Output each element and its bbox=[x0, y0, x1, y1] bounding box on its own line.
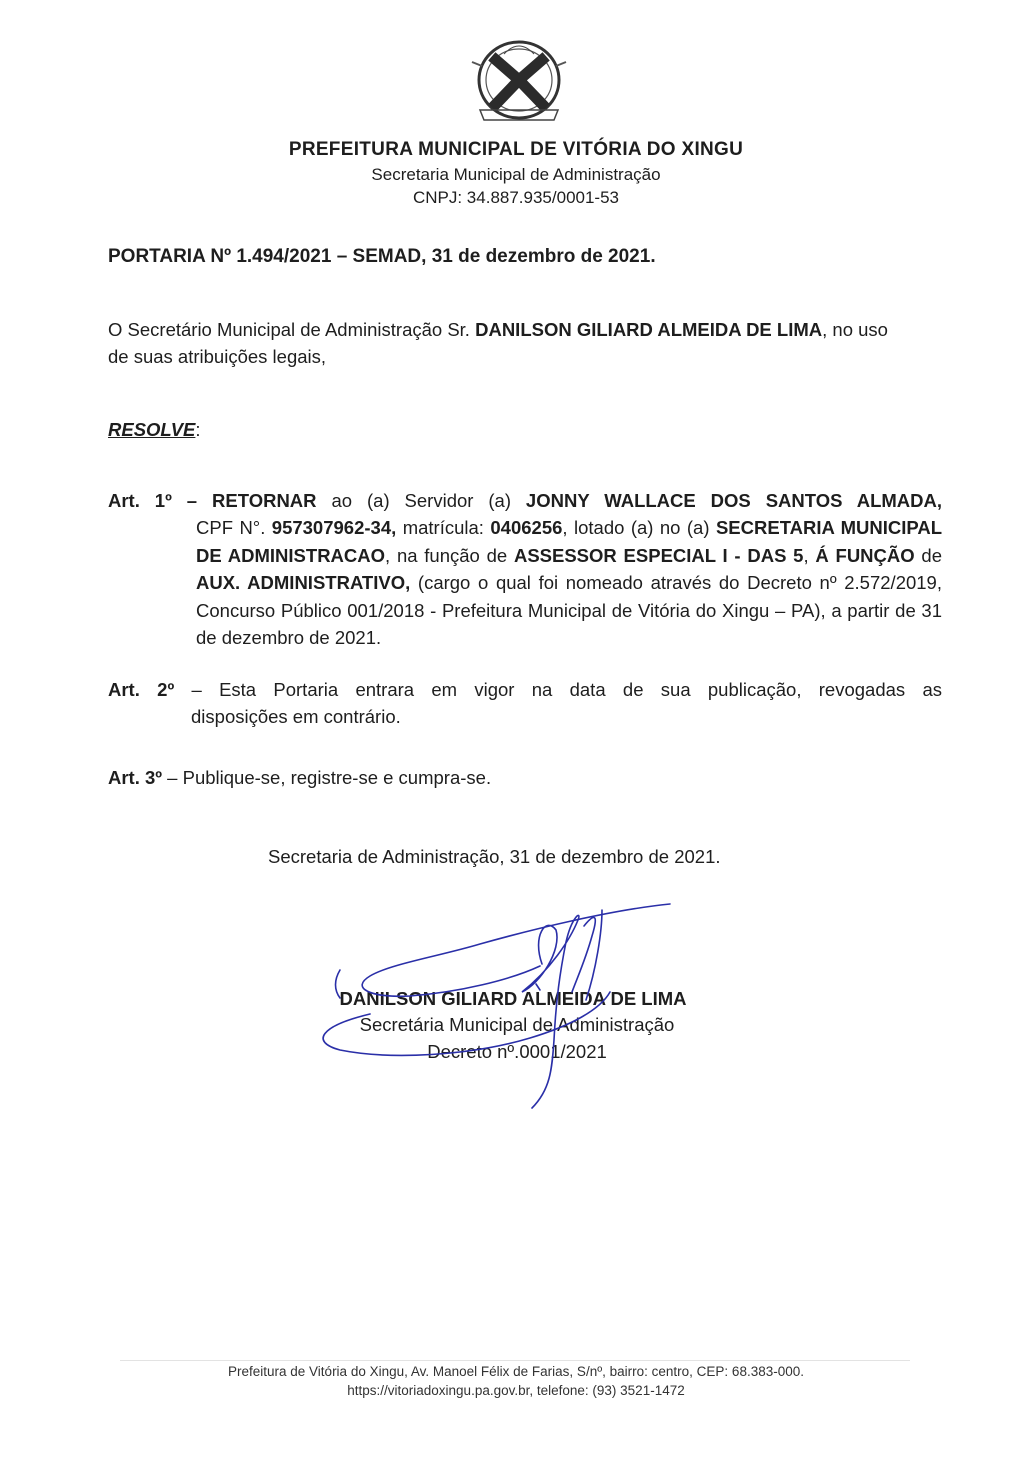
article-1-text-3: matrícula: bbox=[396, 517, 491, 538]
municipal-seal bbox=[460, 32, 578, 132]
article-2-continuation: disposições em contrário. bbox=[191, 706, 401, 727]
article-2-text: – Esta Portaria entrara em vigor na data de sua publicação, revogadas as bbox=[191, 679, 942, 700]
article-3-label: Art. 3º bbox=[108, 767, 163, 788]
servant-matricula: 0406256 bbox=[490, 517, 563, 538]
portaria-heading: PORTARIA Nº 1.494/2021 – SEMAD, 31 de dezembro de 2021. bbox=[108, 246, 656, 267]
resolve-label: RESOLVE bbox=[108, 419, 196, 440]
footer-contact: https://vitoriadoxingu.pa.gov.br, telefone: (93) 3521-1472 bbox=[347, 1383, 685, 1398]
article-1-action: RETORNAR bbox=[212, 490, 317, 511]
signatory-role: Secretária Municipal de Administração bbox=[359, 1014, 675, 1035]
department-subtitle: Secretaria Municipal de Administração bbox=[371, 165, 661, 184]
article-1-text-1: ao (a) Servidor (a) bbox=[316, 490, 526, 511]
servant-cpf: 957307962-34, bbox=[271, 517, 397, 538]
article-1-text-6: , bbox=[803, 544, 816, 566]
footer-address: Prefeitura de Vitória do Xingu, Av. Manoel Félix de Farias, S/nº, bairro: centro, CEP: 68.383-000. bbox=[228, 1364, 804, 1379]
article-1-first-line bbox=[108, 487, 942, 515]
article-2-label: Art. 2º bbox=[108, 679, 175, 700]
article-1-label: Art. 1º – bbox=[108, 490, 198, 511]
signatory-decree: Decreto nº.0001/2021 bbox=[427, 1041, 607, 1062]
resolve-colon: : bbox=[195, 419, 201, 440]
a-funcao: Á FUNÇÃO bbox=[815, 544, 915, 566]
secretary-name: DANILSON GILIARD ALMEIDA DE LIMA bbox=[475, 319, 823, 340]
footer-divider bbox=[120, 1360, 910, 1361]
resolve-heading bbox=[108, 419, 201, 441]
intro-paragraph bbox=[108, 316, 908, 370]
article-1-text-5: , na função de bbox=[385, 544, 514, 566]
article-3 bbox=[108, 764, 942, 792]
municipality-title: PREFEITURA MUNICIPAL DE VITÓRIA DO XINGU bbox=[288, 139, 744, 160]
article-2-first-line bbox=[108, 676, 942, 704]
servant-funcao: ASSESSOR ESPECIAL I - DAS 5 bbox=[513, 544, 804, 566]
intro-text-after: , no uso de suas atribuições legais, bbox=[108, 319, 888, 367]
article-3-text: – Publique-se, registre-se e cumpra-se. bbox=[162, 767, 492, 788]
article-1-body bbox=[196, 514, 942, 652]
servant-name: JONNY WALLACE DOS SANTOS ALMADA, bbox=[525, 490, 942, 511]
intro-text-before: O Secretário Municipal de Administração Sr. bbox=[108, 319, 476, 340]
article-1-text-7: de bbox=[914, 544, 943, 566]
signatory-name: DANILSON GILIARD ALMEIDA DE LIMA bbox=[339, 988, 687, 1009]
servant-lotacao: SECRETARIA MUNICIPAL DE ADMINISTRACAO bbox=[196, 517, 942, 566]
place-and-date: Secretaria de Administração, 31 de dezembro de 2021. bbox=[268, 846, 721, 867]
cnpj-line: CNPJ: 34.887.935/0001-53 bbox=[412, 188, 620, 207]
article-1-text-2: CPF N°. bbox=[196, 517, 272, 538]
servant-cargo: AUX. ADMINISTRATIVO, bbox=[196, 572, 411, 593]
article-1-text-4: , lotado (a) no (a) bbox=[562, 517, 716, 538]
article-1-text-8: (cargo o qual foi nomeado através do Decreto nº 2.572/2019, Concurso Público 001/2018 - Prefeitura Municipal de Vitória do Xingu – PA), a partir de 31 de dezembro de 2021. bbox=[196, 572, 942, 648]
